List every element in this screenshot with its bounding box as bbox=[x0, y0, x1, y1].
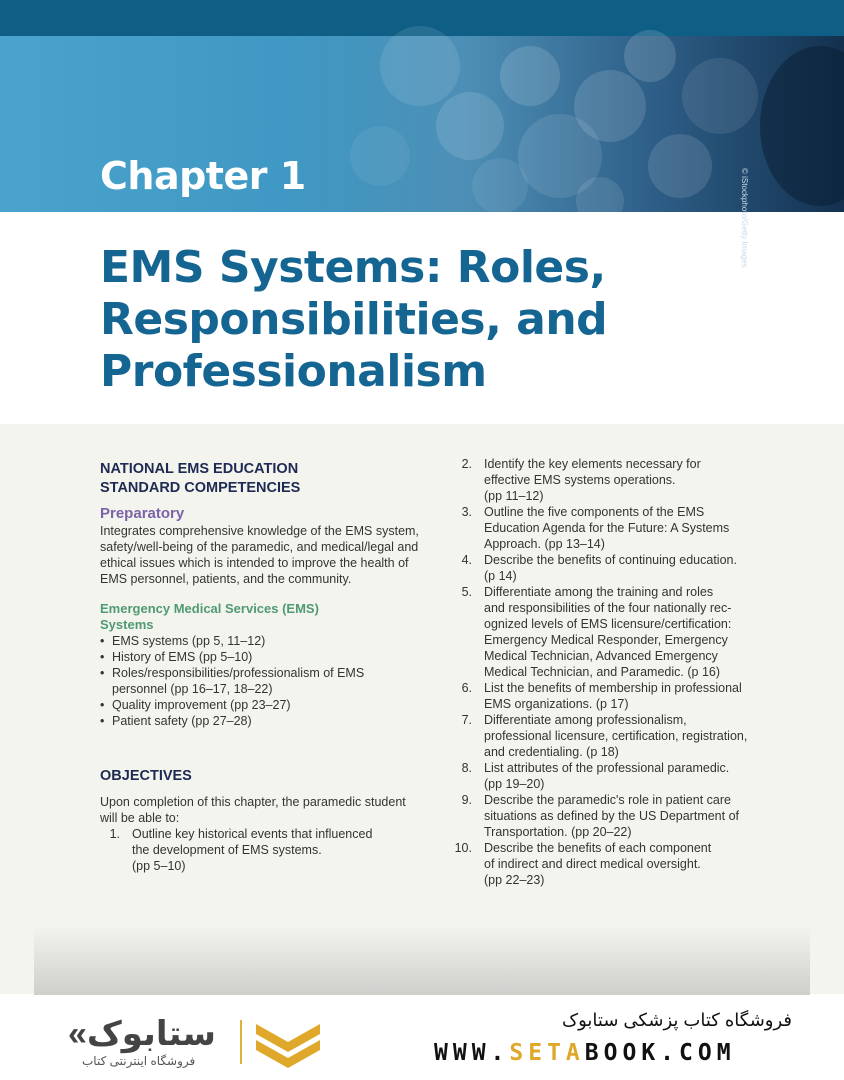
objective-text-line: and credentialing. (p 18) bbox=[484, 745, 619, 759]
objective-text-line: List the benefits of membership in professional bbox=[484, 681, 742, 695]
competencies-heading-line: NATIONAL EMS EDUCATION bbox=[100, 461, 299, 477]
book-logo-icon bbox=[252, 1016, 324, 1072]
objective-item bbox=[452, 456, 782, 504]
objective-number: 6. bbox=[461, 681, 472, 695]
bullet-text: Patient safety (pp 27–28) bbox=[112, 714, 252, 728]
objective-text-line: (pp 11–12) bbox=[484, 489, 544, 503]
objective-text-line: Emergency Medical Responder, Emergency bbox=[484, 633, 728, 647]
chapter-title-line: Professionalism bbox=[100, 346, 487, 397]
objective-number: 2. bbox=[461, 457, 472, 471]
objective-item bbox=[452, 792, 782, 840]
store-url-accent: SETA bbox=[509, 1040, 585, 1066]
objective-item bbox=[452, 712, 782, 760]
competencies-heading-line: STANDARD COMPETENCIES bbox=[100, 480, 301, 496]
list-item bbox=[100, 633, 420, 649]
chapter-title-line: EMS Systems: Roles, bbox=[100, 242, 606, 293]
store-url[interactable] bbox=[434, 1040, 804, 1066]
bullet-icon: • bbox=[100, 650, 105, 664]
objective-text-line: and responsibilities of the four nationally rec- bbox=[484, 601, 732, 615]
objective-text-line: Outline key historical events that influenced bbox=[132, 827, 373, 841]
objective-text-line: EMS organizations. (p 17) bbox=[484, 697, 629, 711]
objective-number: 3. bbox=[461, 505, 472, 519]
bullet-icon: • bbox=[100, 666, 105, 680]
objective-text-line: Describe the paramedic's role in patient care bbox=[484, 793, 731, 807]
objective-number: 4. bbox=[461, 553, 472, 567]
bullet-text: History of EMS (pp 5–10) bbox=[112, 650, 253, 664]
objective-number: 8. bbox=[461, 761, 472, 775]
ems-heading-line: Systems bbox=[100, 617, 154, 632]
bullet-icon: • bbox=[100, 698, 105, 712]
list-item bbox=[100, 713, 420, 729]
preparatory-heading: Preparatory bbox=[100, 505, 185, 522]
objective-number: 5. bbox=[461, 585, 472, 599]
right-column bbox=[452, 456, 782, 888]
objectives-intro: Upon completion of this chapter, the paramedic student will be able to: bbox=[100, 795, 406, 825]
ems-heading-line: Emergency Medical Services (EMS) bbox=[100, 601, 319, 616]
objective-number: 7. bbox=[461, 713, 472, 727]
preparatory-text: Integrates comprehensive knowledge of the EMS system, safety/well-being of the paramedic, and medical/legal and ethical issues which is intended to improve the health of EMS personnel, patients, and the community. bbox=[100, 524, 419, 586]
objective-text-line: (pp 19–20) bbox=[484, 777, 545, 791]
objectives-heading: OBJECTIVES bbox=[100, 768, 192, 784]
objectives-list-left bbox=[100, 826, 420, 874]
objective-number: 1. bbox=[109, 827, 120, 841]
bullet-text: EMS systems (pp 5, 11–12) bbox=[112, 634, 266, 648]
objective-text-line: ognized levels of EMS licensure/certification: bbox=[484, 617, 732, 631]
chapter-title bbox=[100, 242, 740, 398]
objective-item bbox=[100, 826, 420, 874]
bullet-icon: • bbox=[100, 714, 105, 728]
chapter-title-line: Responsibilities, and bbox=[100, 294, 608, 345]
objective-text-line: Describe the benefits of continuing education. bbox=[484, 553, 737, 567]
left-column bbox=[100, 460, 420, 874]
objective-text-line: (pp 22–23) bbox=[484, 873, 545, 887]
objective-text-line: Describe the benefits of each component bbox=[484, 841, 712, 855]
objective-item bbox=[452, 840, 782, 888]
objective-text-line: Transportation. (pp 20–22) bbox=[484, 825, 632, 839]
store-url-suffix: BOOK.COM bbox=[584, 1040, 736, 1066]
list-item bbox=[100, 665, 420, 697]
objective-text-line: the development of EMS systems. bbox=[132, 843, 322, 857]
bullet-icon: • bbox=[100, 634, 105, 648]
objective-text-line: of indirect and direct medical oversight. bbox=[484, 857, 701, 871]
store-logo: «ستابوک bbox=[68, 1015, 216, 1053]
objective-item bbox=[452, 504, 782, 552]
objective-text-line: effective EMS systems operations. bbox=[484, 473, 676, 487]
objective-text-line: (p 14) bbox=[484, 569, 517, 583]
objective-text-line: situations as defined by the US Department of bbox=[484, 809, 740, 823]
photo-credit: © iStockphoto/Getty Images bbox=[740, 168, 749, 268]
objective-text-line: Outline the five components of the EMS bbox=[484, 505, 705, 519]
objective-text-line: Approach. (pp 13–14) bbox=[484, 537, 605, 551]
objective-text-line: List attributes of the professional paramedic. bbox=[484, 761, 730, 775]
objectives-list-right bbox=[452, 456, 782, 888]
logo-divider bbox=[240, 1020, 242, 1064]
bullet-text: Roles/responsibilities/professionalism of EMS personnel (pp 16–17, 18–22) bbox=[112, 666, 365, 696]
objective-text-line: professional licensure, certification, registration, bbox=[484, 729, 748, 743]
competency-bullet-list bbox=[100, 633, 420, 729]
objective-text-line: Identify the key elements necessary for bbox=[484, 457, 701, 471]
objective-item bbox=[452, 760, 782, 792]
store-name: فروشگاه کتاب پزشکی ستابوک bbox=[562, 1010, 792, 1030]
objective-text-line: Differentiate among the training and roles bbox=[484, 585, 714, 599]
objective-text-line: (pp 5–10) bbox=[132, 859, 186, 873]
bullet-text: Quality improvement (pp 23–27) bbox=[112, 698, 291, 712]
objective-text-line: Medical Technician, Advanced Emergency bbox=[484, 649, 718, 663]
store-url-prefix: WWW. bbox=[434, 1040, 510, 1066]
objective-item bbox=[452, 552, 782, 584]
objective-number: 10. bbox=[454, 841, 472, 855]
list-item bbox=[100, 697, 420, 713]
objective-text-line: Medical Technician, and Paramedic. (p 16) bbox=[484, 665, 721, 679]
page-shadow bbox=[34, 925, 810, 995]
competencies-heading bbox=[100, 460, 420, 498]
ems-systems-heading bbox=[100, 601, 420, 633]
objective-item bbox=[452, 584, 782, 680]
objective-text-line: Differentiate among professionalism, bbox=[484, 713, 687, 727]
chapter-label: Chapter 1 bbox=[100, 154, 306, 198]
list-item bbox=[100, 649, 420, 665]
objective-text-line: Education Agenda for the Future: A Systems bbox=[484, 521, 730, 535]
objective-number: 9. bbox=[461, 793, 472, 807]
store-logo-subtitle: فروشگاه اینترنتی کتاب bbox=[82, 1054, 196, 1068]
objective-item bbox=[452, 680, 782, 712]
